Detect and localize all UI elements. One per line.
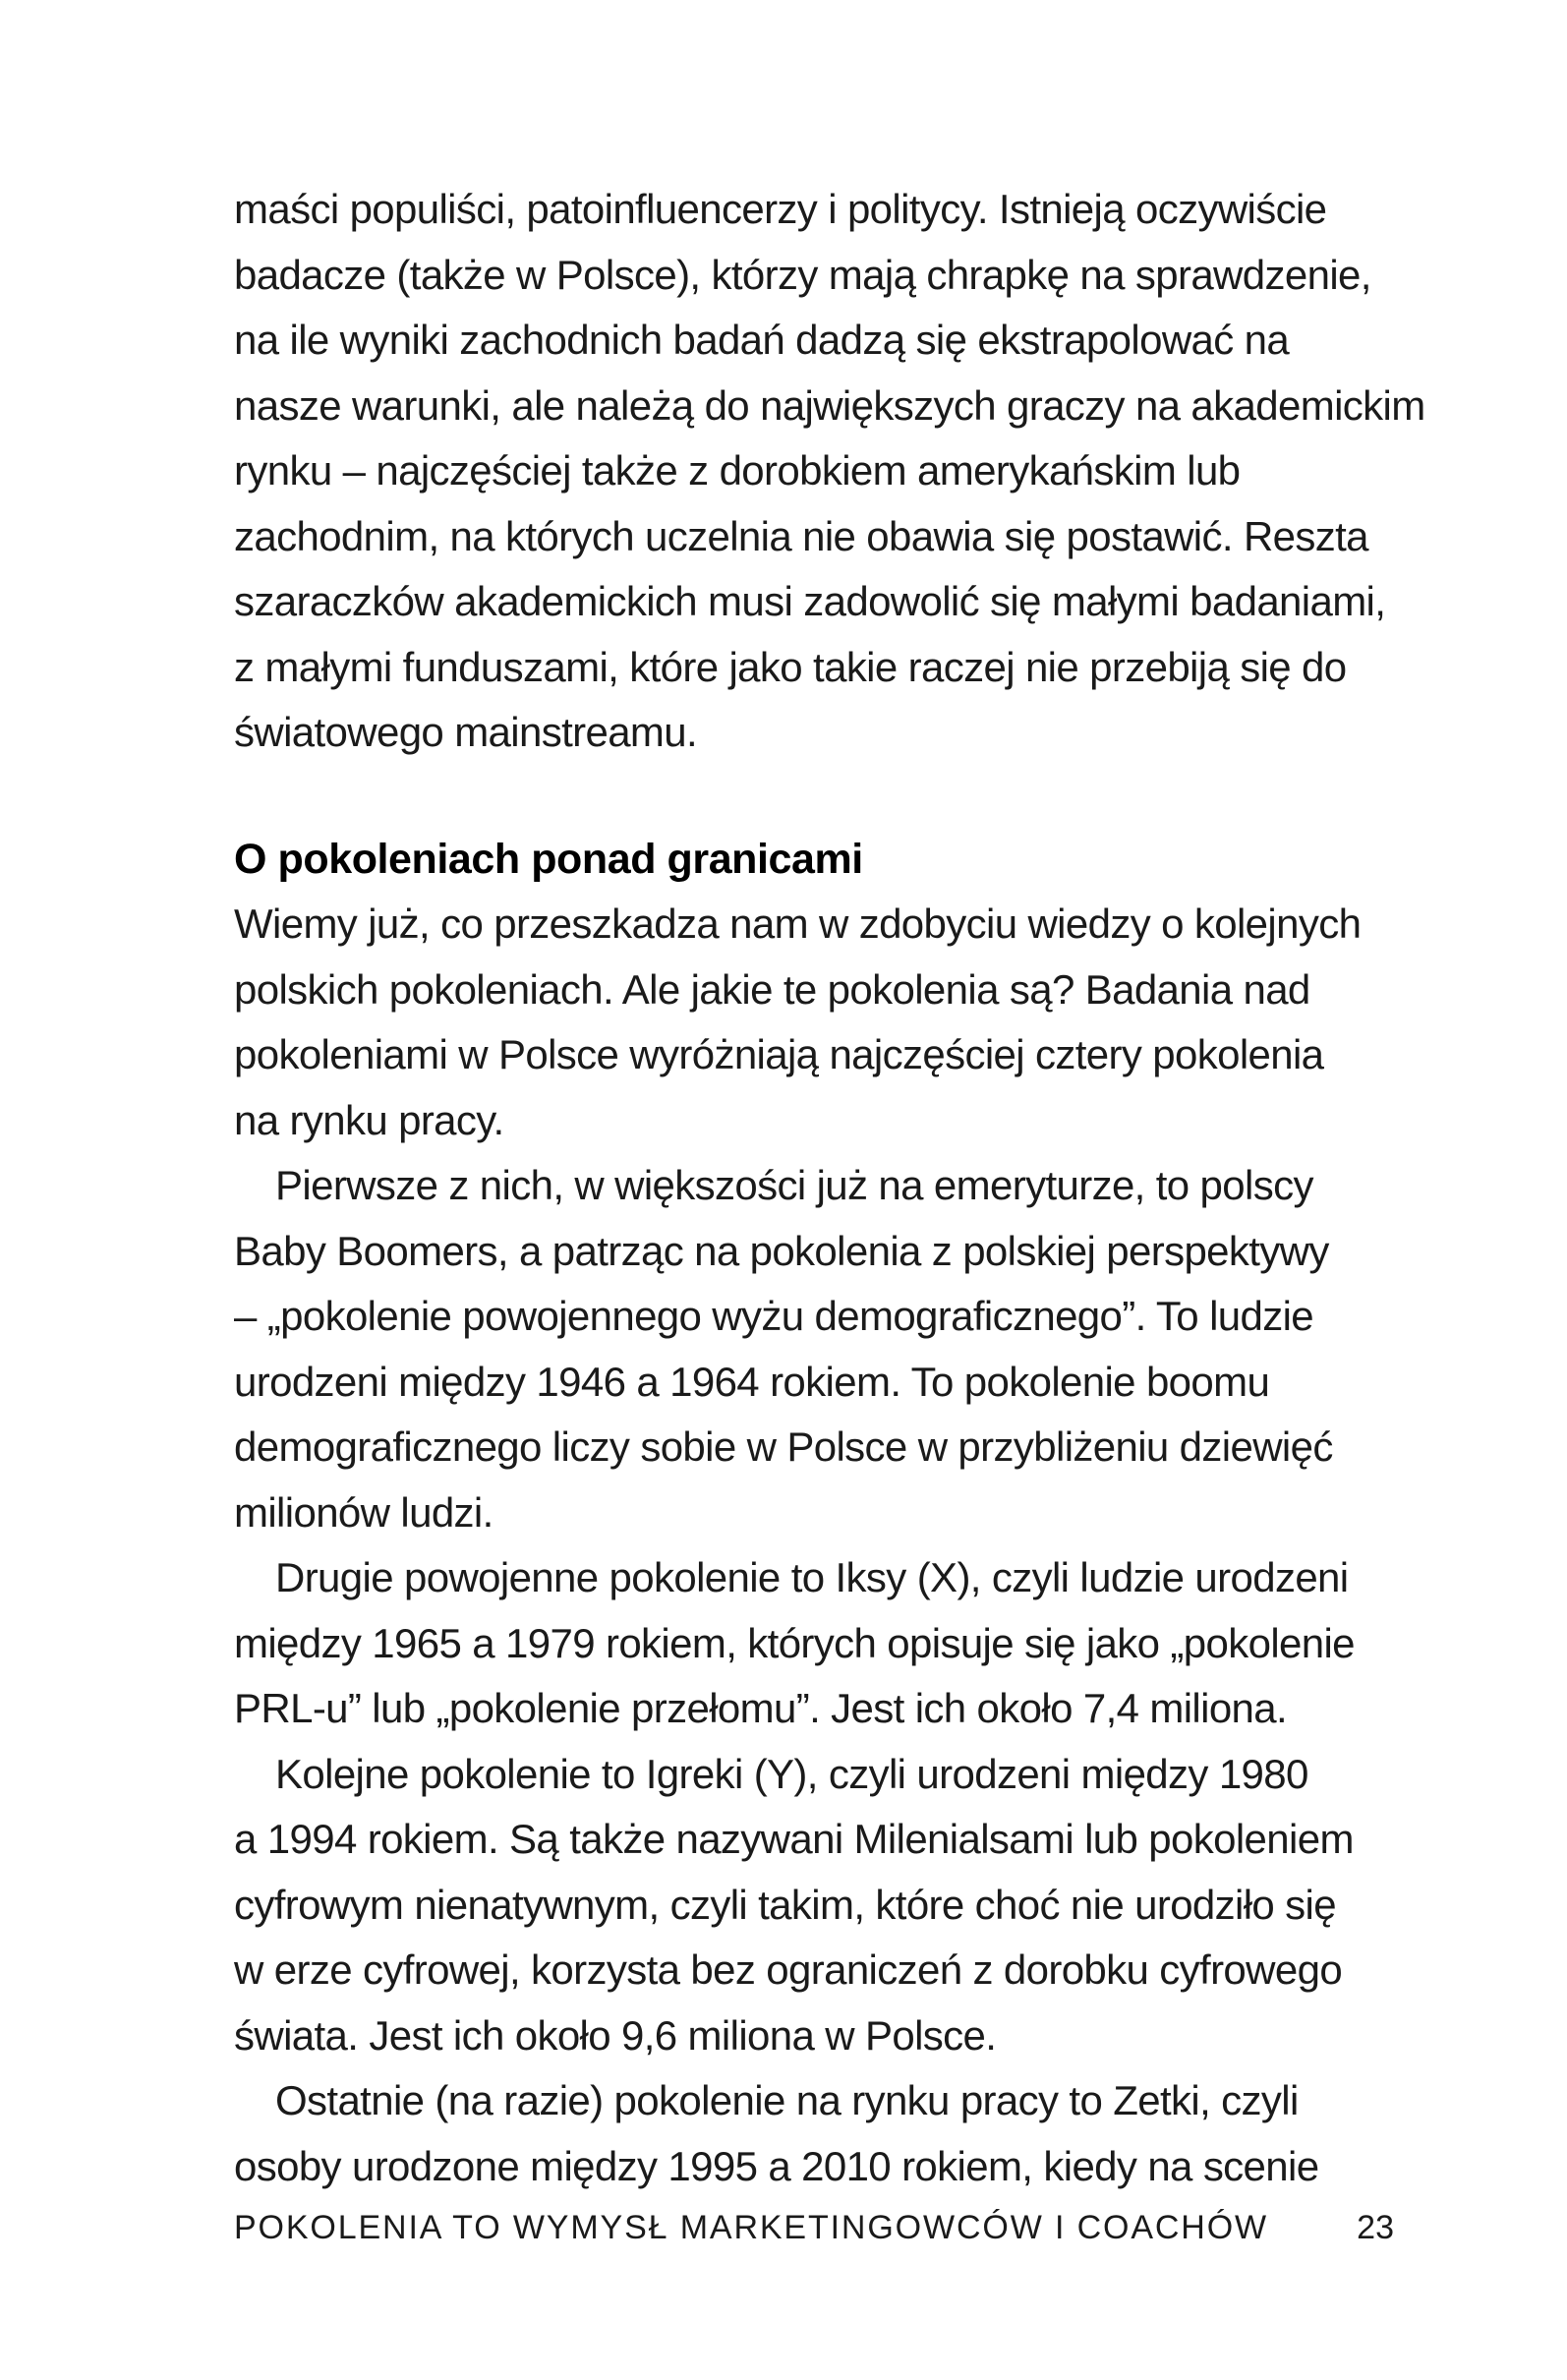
text-line: milionów ludzi.	[234, 1488, 493, 1536]
page-footer	[234, 2208, 1394, 2247]
text-line: badacze (także w Polsce), którzy mają chrapkę na sprawdzenie,	[234, 251, 1371, 298]
paragraph-4	[234, 1742, 1479, 2069]
text-line: Wiemy już, co przeszkadza nam w zdobyciu wiedzy o kolejnych	[234, 900, 1362, 947]
text-line: na ile wyniki zachodnich badań dadzą się ekstrapolować na	[234, 317, 1290, 363]
text-line: na rynku pracy.	[234, 1096, 504, 1143]
text-line: Baby Boomers, a patrząc na pokolenia z polskiej perspektywy	[234, 1227, 1329, 1274]
text-line: urodzeni między 1946 a 1964 rokiem. To pokolenie boomu	[234, 1358, 1270, 1405]
text-line: zachodnim, na których uczelnia nie obawia się postawić. Reszta	[234, 512, 1368, 559]
text-line: demograficznego liczy sobie w Polsce w przybliżeniu dziewięć	[234, 1423, 1333, 1470]
text-line: Pierwsze z nich, w większości już na emeryturze, to polscy	[275, 1162, 1313, 1208]
text-line: z małymi funduszami, które jako takie raczej nie przebiją się do	[234, 643, 1347, 690]
text-line: Ostatnie (na razie) pokolenie na rynku pracy to Zetki, czyli	[275, 2077, 1299, 2123]
paragraph-2	[234, 1153, 1479, 1545]
text-line: rynku – najczęściej także z dorobkiem amerykańskim lub	[234, 447, 1241, 493]
section-heading: O pokoleniach ponad granicami	[234, 835, 863, 883]
text-line: świata. Jest ich około 9,6 miliona w Polsce.	[234, 2011, 997, 2059]
text-line: pokoleniami w Polsce wyróżniają najczęściej cztery pokolenia	[234, 1031, 1324, 1077]
text-line: światowego mainstreamu.	[234, 709, 698, 755]
intro-paragraph	[234, 177, 1479, 766]
running-head: POKOLENIA TO WYMYSŁ MARKETINGOWCÓW I COACHÓW	[234, 2209, 1269, 2246]
text-line: maści populiści, patoinfluencerzy i politycy. Istnieją oczywiście	[234, 186, 1327, 232]
paragraph-1	[234, 892, 1479, 1153]
page-content	[234, 177, 1479, 2199]
text-line: Drugie powojenne pokolenie to Iksy (X), czyli ludzie urodzeni	[275, 1554, 1349, 1600]
paragraph-5	[234, 2068, 1479, 2199]
text-line: osoby urodzone między 1995 a 2010 rokiem, kiedy na scenie	[234, 2142, 1319, 2189]
text-line: polskich pokoleniach. Ale jakie te pokolenia są? Badania nad	[234, 965, 1310, 1013]
text-line: w erze cyfrowej, korzysta bez ograniczeń z dorobku cyfrowego	[234, 1946, 1343, 1993]
text-line: Kolejne pokolenie to Igreki (Y), czyli urodzeni między 1980	[275, 1750, 1308, 1797]
text-line: – „pokolenie powojennego wyżu demograficznego”. To ludzie	[234, 1293, 1314, 1339]
text-line: PRL-u” lub „pokolenie przełomu”. Jest ich około 7,4 miliona.	[234, 1685, 1288, 1731]
text-line: nasze warunki, ale należą do największych graczy na akademickim	[234, 381, 1425, 429]
text-line: między 1965 a 1979 rokiem, których opisuje się jako „pokolenie	[234, 1619, 1355, 1666]
text-line: cyfrowym nienatywnym, czyli takim, które choć nie urodziło się	[234, 1881, 1336, 1928]
paragraph-3	[234, 1545, 1479, 1742]
text-line: szaraczków akademickich musi zadowolić się małymi badaniami,	[234, 578, 1386, 624]
text-line: a 1994 rokiem. Są także nazywani Milenialsami lub pokoleniem	[234, 1816, 1354, 1862]
page-number: 23	[1357, 2209, 1394, 2246]
